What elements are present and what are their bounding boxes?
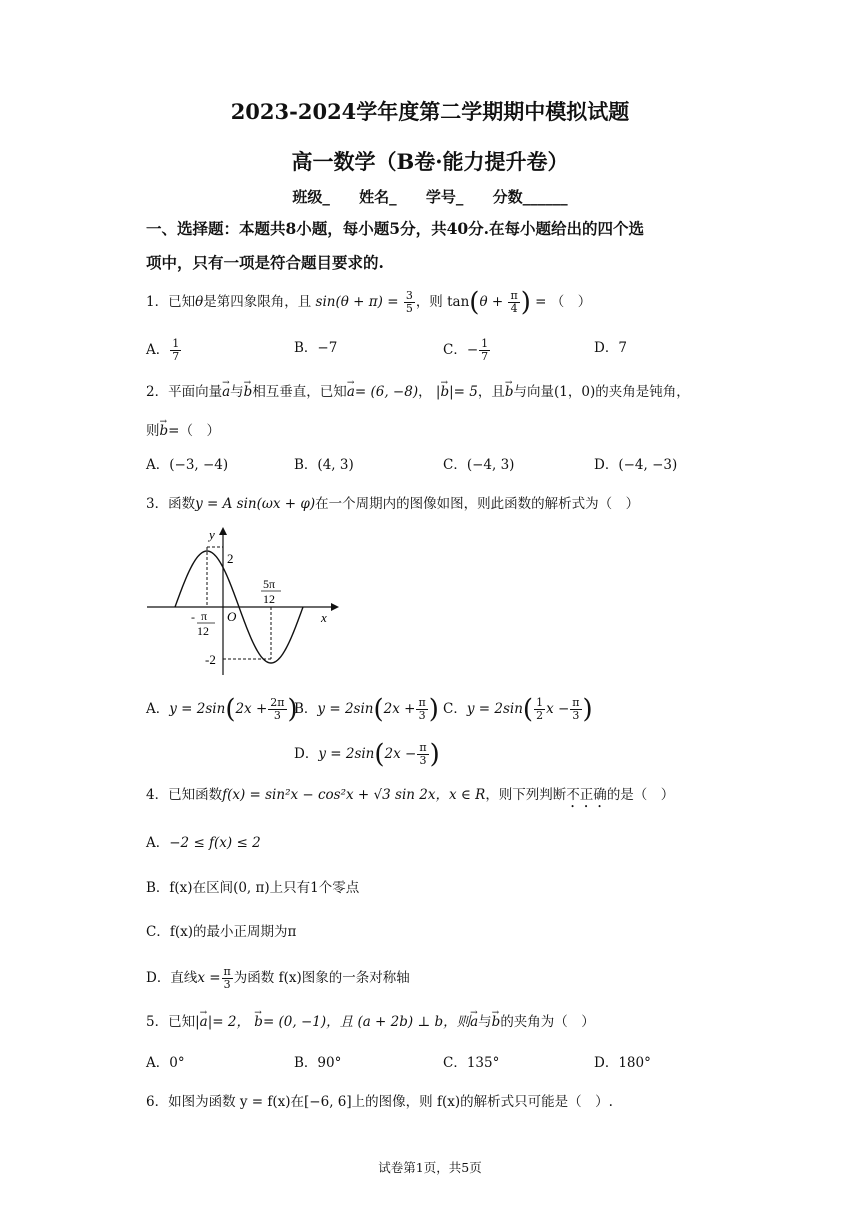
exam-title: 2023-2024学年度第二学期期中模拟试题 bbox=[230, 99, 630, 124]
class-field: 班级_ bbox=[292, 188, 330, 206]
q2-option-a: A．(−3, −4) bbox=[146, 457, 229, 473]
q5-option-a: A．0° bbox=[146, 1055, 185, 1071]
question-5: 5．已知|→ a|= 2， → b= (0, −1)，且 (a + 2b) ⊥ b，则→ a与→ b的夹角为（ ） bbox=[146, 1012, 726, 1032]
q3-option-a: A．y = 2sin(2x + $\frac{2\pi}{3}$ ) bbox=[146, 694, 298, 725]
left-tick-num: π bbox=[201, 609, 208, 623]
exam-subtitle: 高一数学（B卷·能力提升卷） bbox=[291, 149, 569, 174]
sine-graph bbox=[143, 525, 343, 680]
origin-label: O bbox=[227, 609, 237, 624]
q4-option-b: B．f(x)在区间(0, π)上只有1个零点 bbox=[146, 880, 360, 896]
x-label: x bbox=[321, 610, 327, 625]
q4-option-a: A．−2 ≤ f(x) ≤ 2 bbox=[146, 835, 261, 851]
q3-option-c: C．y = 2sin( $\frac{1}{2}$ x − $\frac{\pi}{3}$ ) bbox=[443, 694, 593, 725]
section-heading-line2: 项中，只有一项是符合题目要求的. bbox=[146, 253, 384, 272]
min-label: -2 bbox=[205, 652, 216, 667]
student-info-line bbox=[0, 186, 860, 207]
name-field: 姓名_ bbox=[359, 188, 397, 206]
q2-option-b: B．(4, 3) bbox=[294, 457, 354, 473]
q1-option-c: C．− $\frac{1}{7}$ bbox=[443, 337, 489, 363]
y-axis-arrow bbox=[219, 527, 227, 535]
q5-option-b: B．90° bbox=[294, 1055, 342, 1071]
section-heading-line1: 一、选择题：本题共8小题，每小题5分，共40分.在每小题给出的四个选 bbox=[146, 219, 645, 238]
q4-option-d: D．直线x = $\frac{\pi}{3}$ 为函数 f(x)图象的一条对称轴 bbox=[146, 965, 410, 991]
q3-option-d: D．y = 2sin(2x − $\frac{\pi}{3}$ ) bbox=[294, 739, 440, 770]
left-tick-den: 12 bbox=[197, 624, 209, 638]
q5-option-c: C．135° bbox=[443, 1055, 500, 1071]
question-2-line2: 则→ b=（ ） bbox=[146, 421, 726, 441]
q1-option-b: B．−7 bbox=[294, 340, 338, 356]
q1-option-a: A． $\frac{1}{7}$ bbox=[146, 337, 180, 363]
fraction-3-5: $\frac{3}{5}$ bbox=[405, 289, 413, 315]
score-field: 分数______ bbox=[492, 188, 568, 206]
question-3: 3．函数y = A sin(ωx + φ)在一个周期内的图像如图，则此函数的解析式为（ ） bbox=[146, 496, 640, 512]
question-1: 1．已知θ是第四象限角，且 sin(θ + π) = $\frac{3}{5}$ ，则 tan(θ + $\frac{\pi}{4}$ ) = （ ） bbox=[146, 287, 592, 318]
q5-option-d: D．180° bbox=[594, 1055, 651, 1071]
q3-option-b: B．y = 2sin(2x + $\frac{\pi}{3}$ ) bbox=[294, 694, 439, 725]
right-tick-num: 5π bbox=[263, 577, 276, 591]
x-axis-arrow bbox=[331, 603, 339, 611]
question-4: 4．已知函数f(x) = sin²x − cos²x + √3 sin 2x，x ∈ R，则下列判断不正确的是（ ） bbox=[146, 787, 675, 803]
q2-option-c: C．(−4, 3) bbox=[443, 457, 515, 473]
y-label: y bbox=[209, 527, 215, 542]
q4-option-c: C．f(x)的最小正周期为π bbox=[146, 924, 297, 940]
right-tick-den: 12 bbox=[263, 592, 275, 606]
page-footer: 试卷第1页，共5页 bbox=[378, 1160, 482, 1175]
q2-option-d: D．(−4, −3) bbox=[594, 457, 678, 473]
q1-option-d: D．7 bbox=[594, 340, 627, 356]
left-tick-sign: - bbox=[191, 610, 195, 624]
question-6: 6．如图为函数 y = f(x)在[−6, 6]上的图像，则 f(x)的解析式只可能是（ ）. bbox=[146, 1094, 613, 1110]
student-id-field: 学号_ bbox=[425, 188, 464, 206]
max-label: 2 bbox=[227, 551, 234, 566]
question-2: 2．平面向量→ a与→ b相互垂直，已知→ a= (6, −8)， |→ b|= 5，且→ b与向量(1，0)的夹角是钝角， bbox=[146, 382, 726, 402]
